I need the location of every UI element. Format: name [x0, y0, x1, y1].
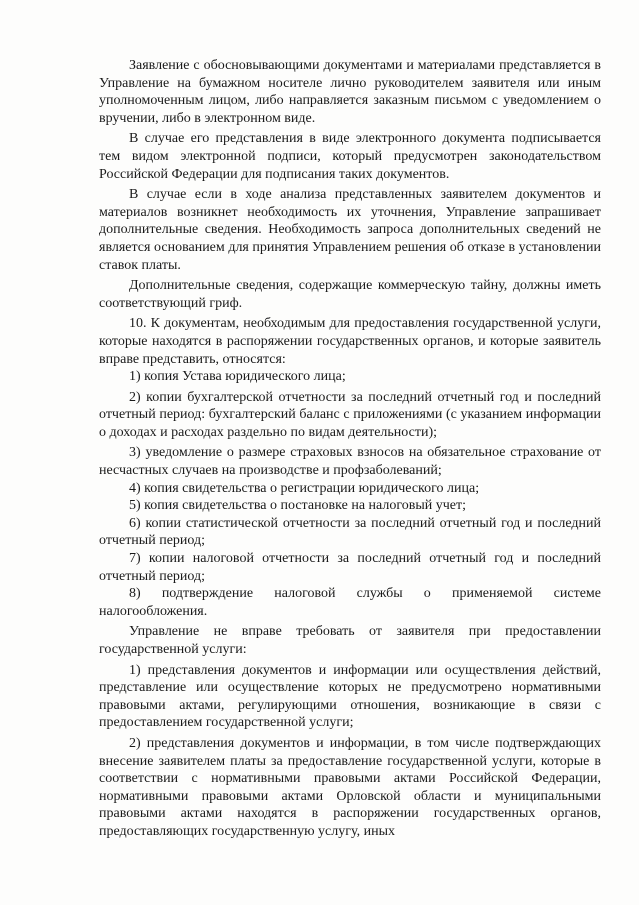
list-item-insurance-notice: 3) уведомление о размере страховых взносов на обязательное страхование от несчастных случаев на производстве и профзаболеваний;: [99, 445, 601, 479]
list-item-statistical-reports: 6) копии статистической отчетности за последний отчетный год и последний отчетный период;: [99, 515, 601, 549]
list-item-prohibited-1: 1) представления документов и информации или осуществления действий, представление или осуществление которых не предусмотрено нормативными правовыми актами, регулирующими отношения, возникающие в связи с предоставлением государственной услуги;: [99, 662, 601, 731]
list-item-accounting-reports: 2) копии бухгалтерской отчетности за последний отчетный год и последний отчетный период: бухгалтерский баланс с приложениями (с указанием информации о доходах и расходах раздельно по видам деятельности);: [99, 389, 601, 440]
paragraph-additional-info-request: В случае если в ходе анализа представленных заявителем документов и материалов возникнет необходимость их уточнения, Управление запрашивает дополнительные сведения. Необходимость запроса дополнительных сведений не является основанием для принятия Управлением решения об отказе в установлении ставок платы.: [99, 187, 601, 273]
paragraph-submission-method: Заявление с обосновывающими документами и материалами представляется в Управление на бумажном носителе лично руководителем заявителя или иным уполномоченным лицом, либо направляется заказным письмом с уведомлением о вручении, либо в электронном виде.: [99, 58, 601, 126]
list-item-prohibited-2: 2) представления документов и информации, в том числе подтверждающих внесение заявителем платы за предоставление государственной услуги, которые в соответствии с нормативными правовыми актами Российской Федерации, нормативными правовыми актами Орловской области и муниципальными правовыми актами находятся в распоряжении государственных органов, предоставляющих государственную услугу, иных: [99, 735, 601, 839]
list-item-tax-registration: 5) копия свидетельства о постановке на налоговый учет;: [129, 498, 467, 514]
paragraph-commercial-secret: Дополнительные сведения, содержащие коммерческую тайну, должны иметь соответствующий гриф.: [99, 278, 601, 311]
document-body: [99, 57, 601, 841]
paragraph-prohibited-requirements: Управление не вправе требовать от заявителя при предоставлении государственной услуги:: [99, 624, 601, 657]
list-item-tax-system-confirmation: 8) подтверждение налоговой службы о применяемой системе налогообложения.: [99, 586, 601, 619]
paragraph-electronic-signature: В случае его представления в виде электронного документа подписывается тем видом электронной подписи, который предусмотрен законодательством Российской Федерации для подписания таких документов.: [99, 131, 601, 182]
list-item-registration-certificate: 4) копия свидетельства о регистрации юридического лица;: [129, 480, 480, 496]
list-item-tax-reports: 7) копии налоговой отчетности за последний отчетный год и последний отчетный период;: [99, 551, 601, 584]
paragraph-item-10: 10. К документам, необходимым для предоставления государственной услуги, которые находятся в распоряжении государственных органов, и которые заявитель вправе представить, относятся:: [99, 316, 601, 367]
list-item-charter-copy: 1) копия Устава юридического лица;: [129, 369, 346, 385]
